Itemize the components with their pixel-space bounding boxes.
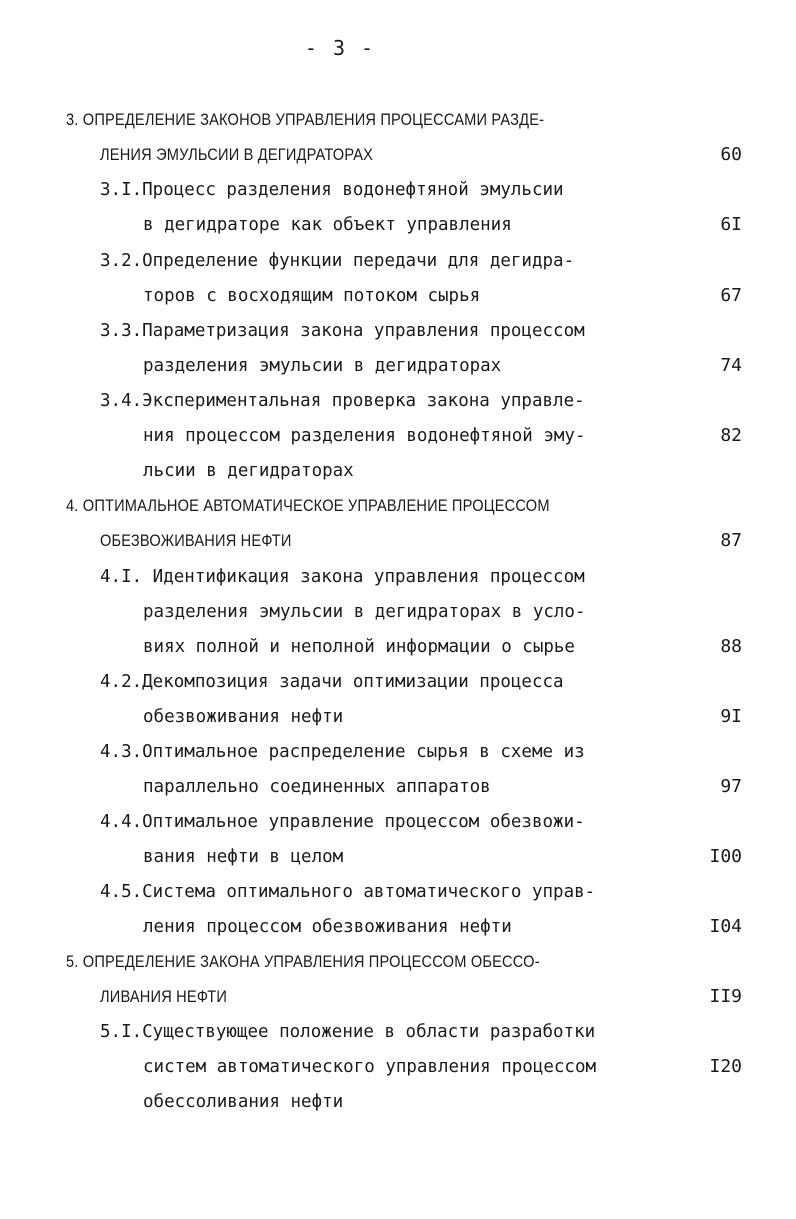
toc-section-3-1-line-1 — [0, 175, 796, 205]
toc-section-4-1-line-1 — [0, 562, 796, 592]
toc-page-number: 6I — [720, 214, 742, 235]
toc-page-number: 60 — [720, 144, 742, 165]
toc-section-4-3-line-1 — [0, 737, 796, 767]
toc-section-4-4-line-1 — [0, 807, 796, 837]
toc-page-number: I04 — [709, 916, 742, 937]
toc-line-text: 3.2.Определение функции передачи для дегидра- — [100, 251, 575, 271]
toc-line-text: ния процессом разделения водонефтяной эму- — [143, 426, 586, 446]
toc-line-text: 4.3.Оптимальное распределение сырья в схеме из — [100, 742, 585, 762]
toc-line-text: 3.4.Экспериментальная проверка закона управле- — [100, 391, 585, 411]
toc-chapter-3-title-line-1 — [0, 105, 796, 135]
toc-line-text: 4.2.Декомпозиция задачи оптимизации процесса — [100, 672, 564, 692]
toc-section-4-2-line-2 — [0, 702, 796, 732]
toc-line-text: льсии в дегидраторах — [143, 461, 354, 481]
toc-line-text: разделения эмульсии в дегидраторах в усло- — [143, 602, 586, 622]
toc-page-number: II9 — [709, 986, 742, 1007]
toc-page-number: 97 — [720, 776, 742, 797]
toc-section-4-5-line-1 — [0, 877, 796, 907]
toc-chapter-4-title-line-1 — [0, 491, 796, 521]
toc-section-4-2-line-1 — [0, 667, 796, 697]
toc-line-text: 5. ОПРЕДЕЛЕНИЕ ЗАКОНА УПРАВЛЕНИЯ ПРОЦЕССОМ ОБЕССО- — [66, 952, 540, 971]
toc-line-text: 4.5.Система оптимального автоматического управ- — [100, 882, 596, 902]
toc-section-4-5-line-2 — [0, 912, 796, 942]
toc-section-4-3-line-2 — [0, 772, 796, 802]
toc-line-text: торов с восходящим потоком сырья — [143, 286, 481, 306]
toc-page-number: 82 — [720, 425, 742, 446]
toc-page-number: 67 — [720, 285, 742, 306]
toc-page-number: 9I — [720, 706, 742, 727]
toc-section-5-1-line-3 — [0, 1087, 796, 1117]
toc-line-text: 5.I.Существующее положение в области разработки — [100, 1022, 596, 1042]
toc-page-number: I20 — [709, 1056, 742, 1077]
toc-line-text: 3.I.Процесс разделения водонефтяной эмульсии — [100, 180, 564, 200]
toc-section-3-4-line-3 — [0, 456, 796, 486]
toc-line-text: обессоливания нефти — [143, 1092, 344, 1112]
toc-line-text: виях полной и неполной информации о сырье — [143, 637, 575, 657]
toc-line-text: ЛЕНИЯ ЭМУЛЬСИИ В ДЕГИДРАТОРАХ — [100, 145, 374, 164]
toc-line-text: 4.I. Идентификация закона управления процессом — [100, 567, 585, 587]
toc-section-4-4-line-2 — [0, 842, 796, 872]
toc-section-4-1-line-3 — [0, 632, 796, 662]
toc-chapter-3-title-line-2 — [0, 140, 796, 170]
toc-line-text: обезвоживания нефти — [143, 707, 344, 727]
toc-line-text: разделения эмульсии в дегидраторах — [143, 356, 502, 376]
toc-section-3-3-line-1 — [0, 316, 796, 346]
toc-line-text: ления процессом обезвоживания нефти — [143, 917, 512, 937]
toc-section-4-1-line-2 — [0, 597, 796, 627]
page-number: - 3 - — [304, 36, 376, 60]
toc-page-number: 88 — [720, 636, 742, 657]
toc-section-3-2-line-1 — [0, 246, 796, 276]
toc-chapter-5-title-line-2 — [0, 982, 796, 1012]
toc-section-3-3-line-2 — [0, 351, 796, 381]
toc-page-number: I00 — [709, 846, 742, 867]
toc-chapter-4-title-line-2 — [0, 526, 796, 556]
toc-line-text: систем автоматического управления процессом — [143, 1057, 597, 1077]
toc-section-3-2-line-2 — [0, 281, 796, 311]
toc-page-number: 87 — [720, 530, 742, 551]
toc-section-5-1-line-2 — [0, 1052, 796, 1082]
toc-chapter-5-title-line-1 — [0, 947, 796, 977]
toc-section-3-4-line-2 — [0, 421, 796, 451]
toc-line-text: 4.4.Оптимальное управление процессом обезвожи- — [100, 812, 585, 832]
toc-line-text: ОБЕЗВОЖИВАНИЯ НЕФТИ — [100, 531, 292, 550]
toc-line-text: 3. ОПРЕДЕЛЕНИЕ ЗАКОНОВ УПРАВЛЕНИЯ ПРОЦЕССАМИ РАЗДЕ- — [66, 110, 545, 129]
toc-section-5-1-line-1 — [0, 1017, 796, 1047]
toc-line-text: 3.3.Параметризация закона управления процессом — [100, 321, 585, 341]
toc-section-3-1-line-2 — [0, 210, 796, 240]
toc-line-text: вания нефти в целом — [143, 847, 344, 867]
toc-page-number: 74 — [720, 355, 742, 376]
toc-section-3-4-line-1 — [0, 386, 796, 416]
toc-line-text: ЛИВАНИЯ НЕФТИ — [100, 987, 228, 1006]
toc-line-text: параллельно соединенных аппаратов — [143, 777, 491, 797]
toc-line-text: 4. ОПТИМАЛЬНОЕ АВТОМАТИЧЕСКОЕ УПРАВЛЕНИЕ ПРОЦЕССОМ — [66, 496, 550, 515]
toc-line-text: в дегидраторе как объект управления — [143, 215, 512, 235]
